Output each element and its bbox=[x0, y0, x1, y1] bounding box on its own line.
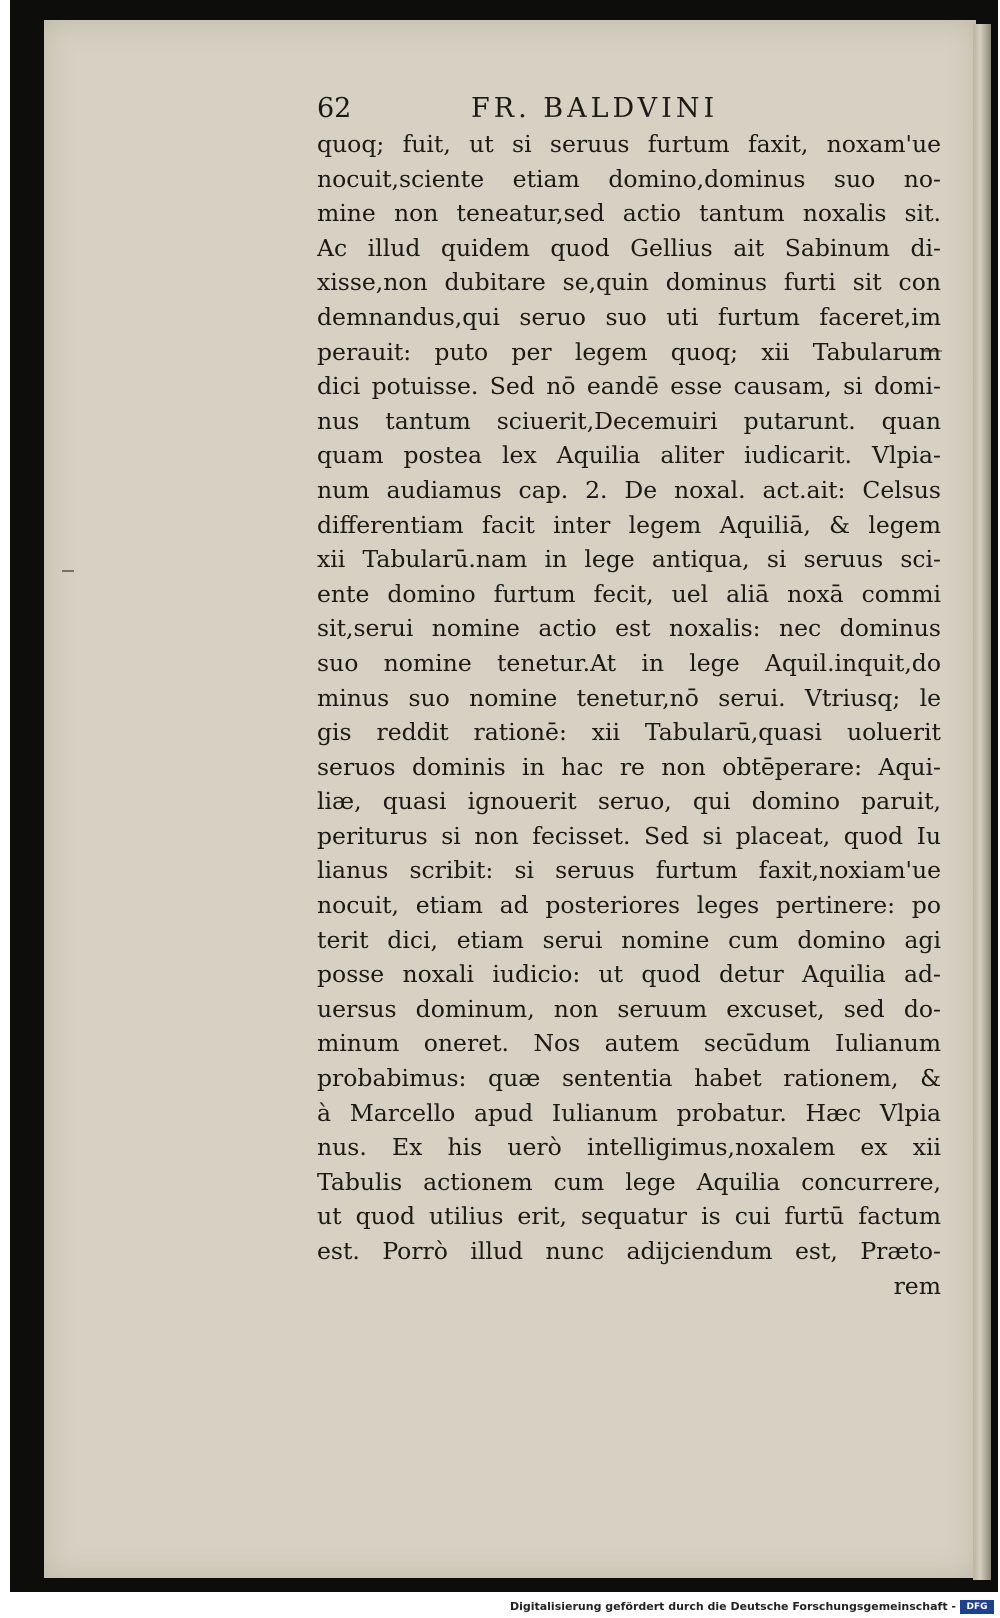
catchword: rem bbox=[893, 1271, 941, 1300]
text-line: seruos dominis in hac re non obtēperare: Aqui- bbox=[317, 752, 941, 781]
text-line: probabimus: quæ sententia habet rationem, & bbox=[317, 1064, 941, 1093]
text-line: num audiamus cap. 2. De noxal. act.ait: Celsus bbox=[317, 475, 941, 504]
text-line: quam postea lex Aquilia aliter iudicarit. Vlpia- bbox=[317, 441, 941, 470]
text-line: posse noxali iudicio: ut quod detur Aquilia ad- bbox=[317, 960, 941, 989]
page-edge bbox=[973, 24, 991, 1580]
text-line: nus. Ex his uerò intelligimus,noxalem ex xii bbox=[317, 1133, 941, 1162]
footer-bar bbox=[0, 1598, 1000, 1618]
text-line: periturus si non fecisset. Sed si placeat, quod Iu bbox=[317, 821, 941, 850]
text-line: minum oneret. Nos autem secūdum Iulianum bbox=[317, 1029, 941, 1058]
digitization-credit: Digitalisierung gefördert durch die Deutsche Forschungsgemeinschaft - bbox=[509, 1600, 956, 1613]
text-line: quoq; fuit, ut si seruus furtum faxit, noxam'ue bbox=[317, 130, 941, 158]
text-line: ente domino furtum fecit, uel aliā noxā commi bbox=[317, 579, 941, 608]
text-line: à Marcello apud Iulianum probatur. Hæc Vlpia bbox=[317, 1098, 941, 1127]
running-head bbox=[317, 92, 941, 126]
text-line: nocuit,sciente etiam domino,dominus suo no- bbox=[317, 164, 941, 193]
text-line: ut quod utilius erit, sequatur is cui furtū factum bbox=[317, 1202, 941, 1231]
text-line: suo nomine tenetur.At in lege Aquil.inquit,do bbox=[317, 648, 941, 677]
body-text bbox=[317, 127, 941, 1303]
text-line: sit,serui nomine actio est noxalis: nec dominus bbox=[317, 614, 941, 643]
text-line: minus suo nomine tenetur,nō serui. Vtriusq; le bbox=[317, 683, 941, 712]
text-line: est. Porrò illud nunc adijciendum est, Præto- bbox=[317, 1237, 941, 1265]
text-line: nus tantum sciuerit,Decemuiri putarunt. quan bbox=[317, 406, 941, 435]
text-line: uersus dominum, non seruum excuset, sed do- bbox=[317, 994, 941, 1023]
text-line: Ac illud quidem quod Gellius ait Sabinum di- bbox=[317, 233, 941, 262]
text-line: lianus scribit: si seruus furtum faxit,noxiam'ue bbox=[317, 856, 941, 885]
text-line: differentiam facit inter legem Aquiliā, & legem bbox=[317, 510, 941, 539]
text-line: nocuit, etiam ad posteriores leges pertinere: po bbox=[317, 891, 941, 920]
dfg-logo-icon: DFG bbox=[960, 1600, 994, 1614]
page-number: 62 bbox=[317, 93, 352, 124]
text-line: Tabulis actionem cum lege Aquilia concurrere, bbox=[317, 1167, 941, 1196]
text-line: terit dici, etiam serui nomine cum domino agi bbox=[317, 925, 941, 954]
margin-mark bbox=[62, 570, 74, 572]
text-line: gis reddit rationē: xii Tabularū,quasi uoluerit bbox=[317, 718, 941, 747]
text-line: demnandus,qui seruo suo uti furtum faceret,im bbox=[317, 302, 941, 331]
text-line: liæ, quasi ignouerit seruo, qui domino paruit, bbox=[317, 787, 941, 816]
text-line: xii Tabularū.nam in lege antiqua, si seruus sci- bbox=[317, 545, 941, 574]
text-line: xisse,non dubitare se,quin dominus furti sit con bbox=[317, 268, 941, 297]
text-line: perauit: puto per legem quoq; xii Tabularum bbox=[317, 337, 941, 366]
header-title: FR. BALDVINI bbox=[471, 93, 719, 124]
text-line: mine non teneatur,sed actio tantum noxalis sit. bbox=[317, 199, 941, 228]
text-line: dici potuisse. Sed nō eandē esse causam, si domi- bbox=[317, 372, 941, 401]
